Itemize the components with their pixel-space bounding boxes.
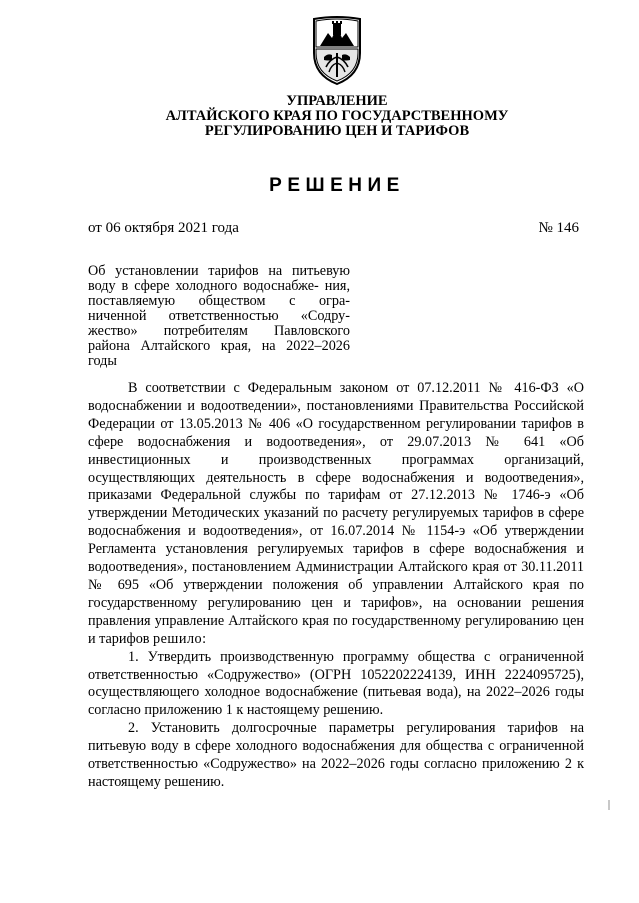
preamble-text: В соответствии с Федеральным законом от 07.12.2011 № 416-ФЗ «О водоснабжении и водоотведении», постановлениями Правительства Российской Федерации от 13.05.2013 № 406 «О государственном регулировании тарифов в сфере водоснабжения и водоотведения», от 29.07.2013 № 641 «Об инвестиционных и производственных программах организаций, осуществляющих деятельность в сфере водоснабжения и водоотведения», приказами Федеральной службы по тарифам от 27.12.2013 № 1746-э «Об утверждении Методических указаний по расчету регулируемых тарифов в сфере водоснабжения и водоотведения», от 16.07.2014 № 1154-э «Об утверждении Регламента установления регулируемых тарифов в сфере водоснабжения и водоотведения», постановлением Администрации Алтайского края от 30.11.2011 № 695 «Об утверждении положения об управлении Алтайского края по государственному регулированию цен и тарифов», на основании решения правления управление Алтайского края по государственному регулированию цен и тарифов (88, 380, 584, 647)
document-title: РЕШЕНИЕ (269, 175, 405, 196)
document-subject: Об установлении тарифов на питьевую воду в сфере холодного водоснабже- ния, поставляемую обществом с огра- ниченной ответственностью «Содру- жество» потребителям Павловского района Алтайского края, на 2022–2026 годы (88, 263, 350, 369)
agency-name-line-2: АЛТАЙСКОГО КРАЯ ПО ГОСУДАРСТВЕННОМУ (165, 108, 509, 124)
decision-item-2: 2. Установить долгосрочные параметры регулирования тарифов на питьевую воду в сфере холодного водоснабжения для общества с ограниченной ответственностью «Содружество» на 2022–2026 годы согласно приложению 2 к настоящему решению. (88, 720, 584, 790)
preamble-paragraph (88, 380, 584, 649)
decided-word: решило (153, 630, 203, 647)
altai-krai-coat-of-arms-icon (310, 13, 364, 87)
document-number: № 146 (538, 220, 579, 236)
document-body (88, 380, 584, 792)
decision-item-1: 1. Утвердить производственную программу общества с ограниченной ответственностью «Содружество» (ОГРН 1052202224139, ИНН 2224095725), осуществляющего холодное водоснабжение (питьевая вода), на 2022–2026 годы согласно приложению 1 к настоящему решению. (88, 648, 584, 719)
agency-name-line-3: РЕГУЛИРОВАНИЮ ЦЕН И ТАРИФОВ (204, 123, 470, 139)
agency-name-line-1: УПРАВЛЕНИЕ (286, 93, 388, 109)
document-date: от 06 октября 2021 года (88, 220, 239, 236)
preamble-colon: : (202, 630, 207, 647)
scan-artifact-mark (608, 800, 610, 810)
